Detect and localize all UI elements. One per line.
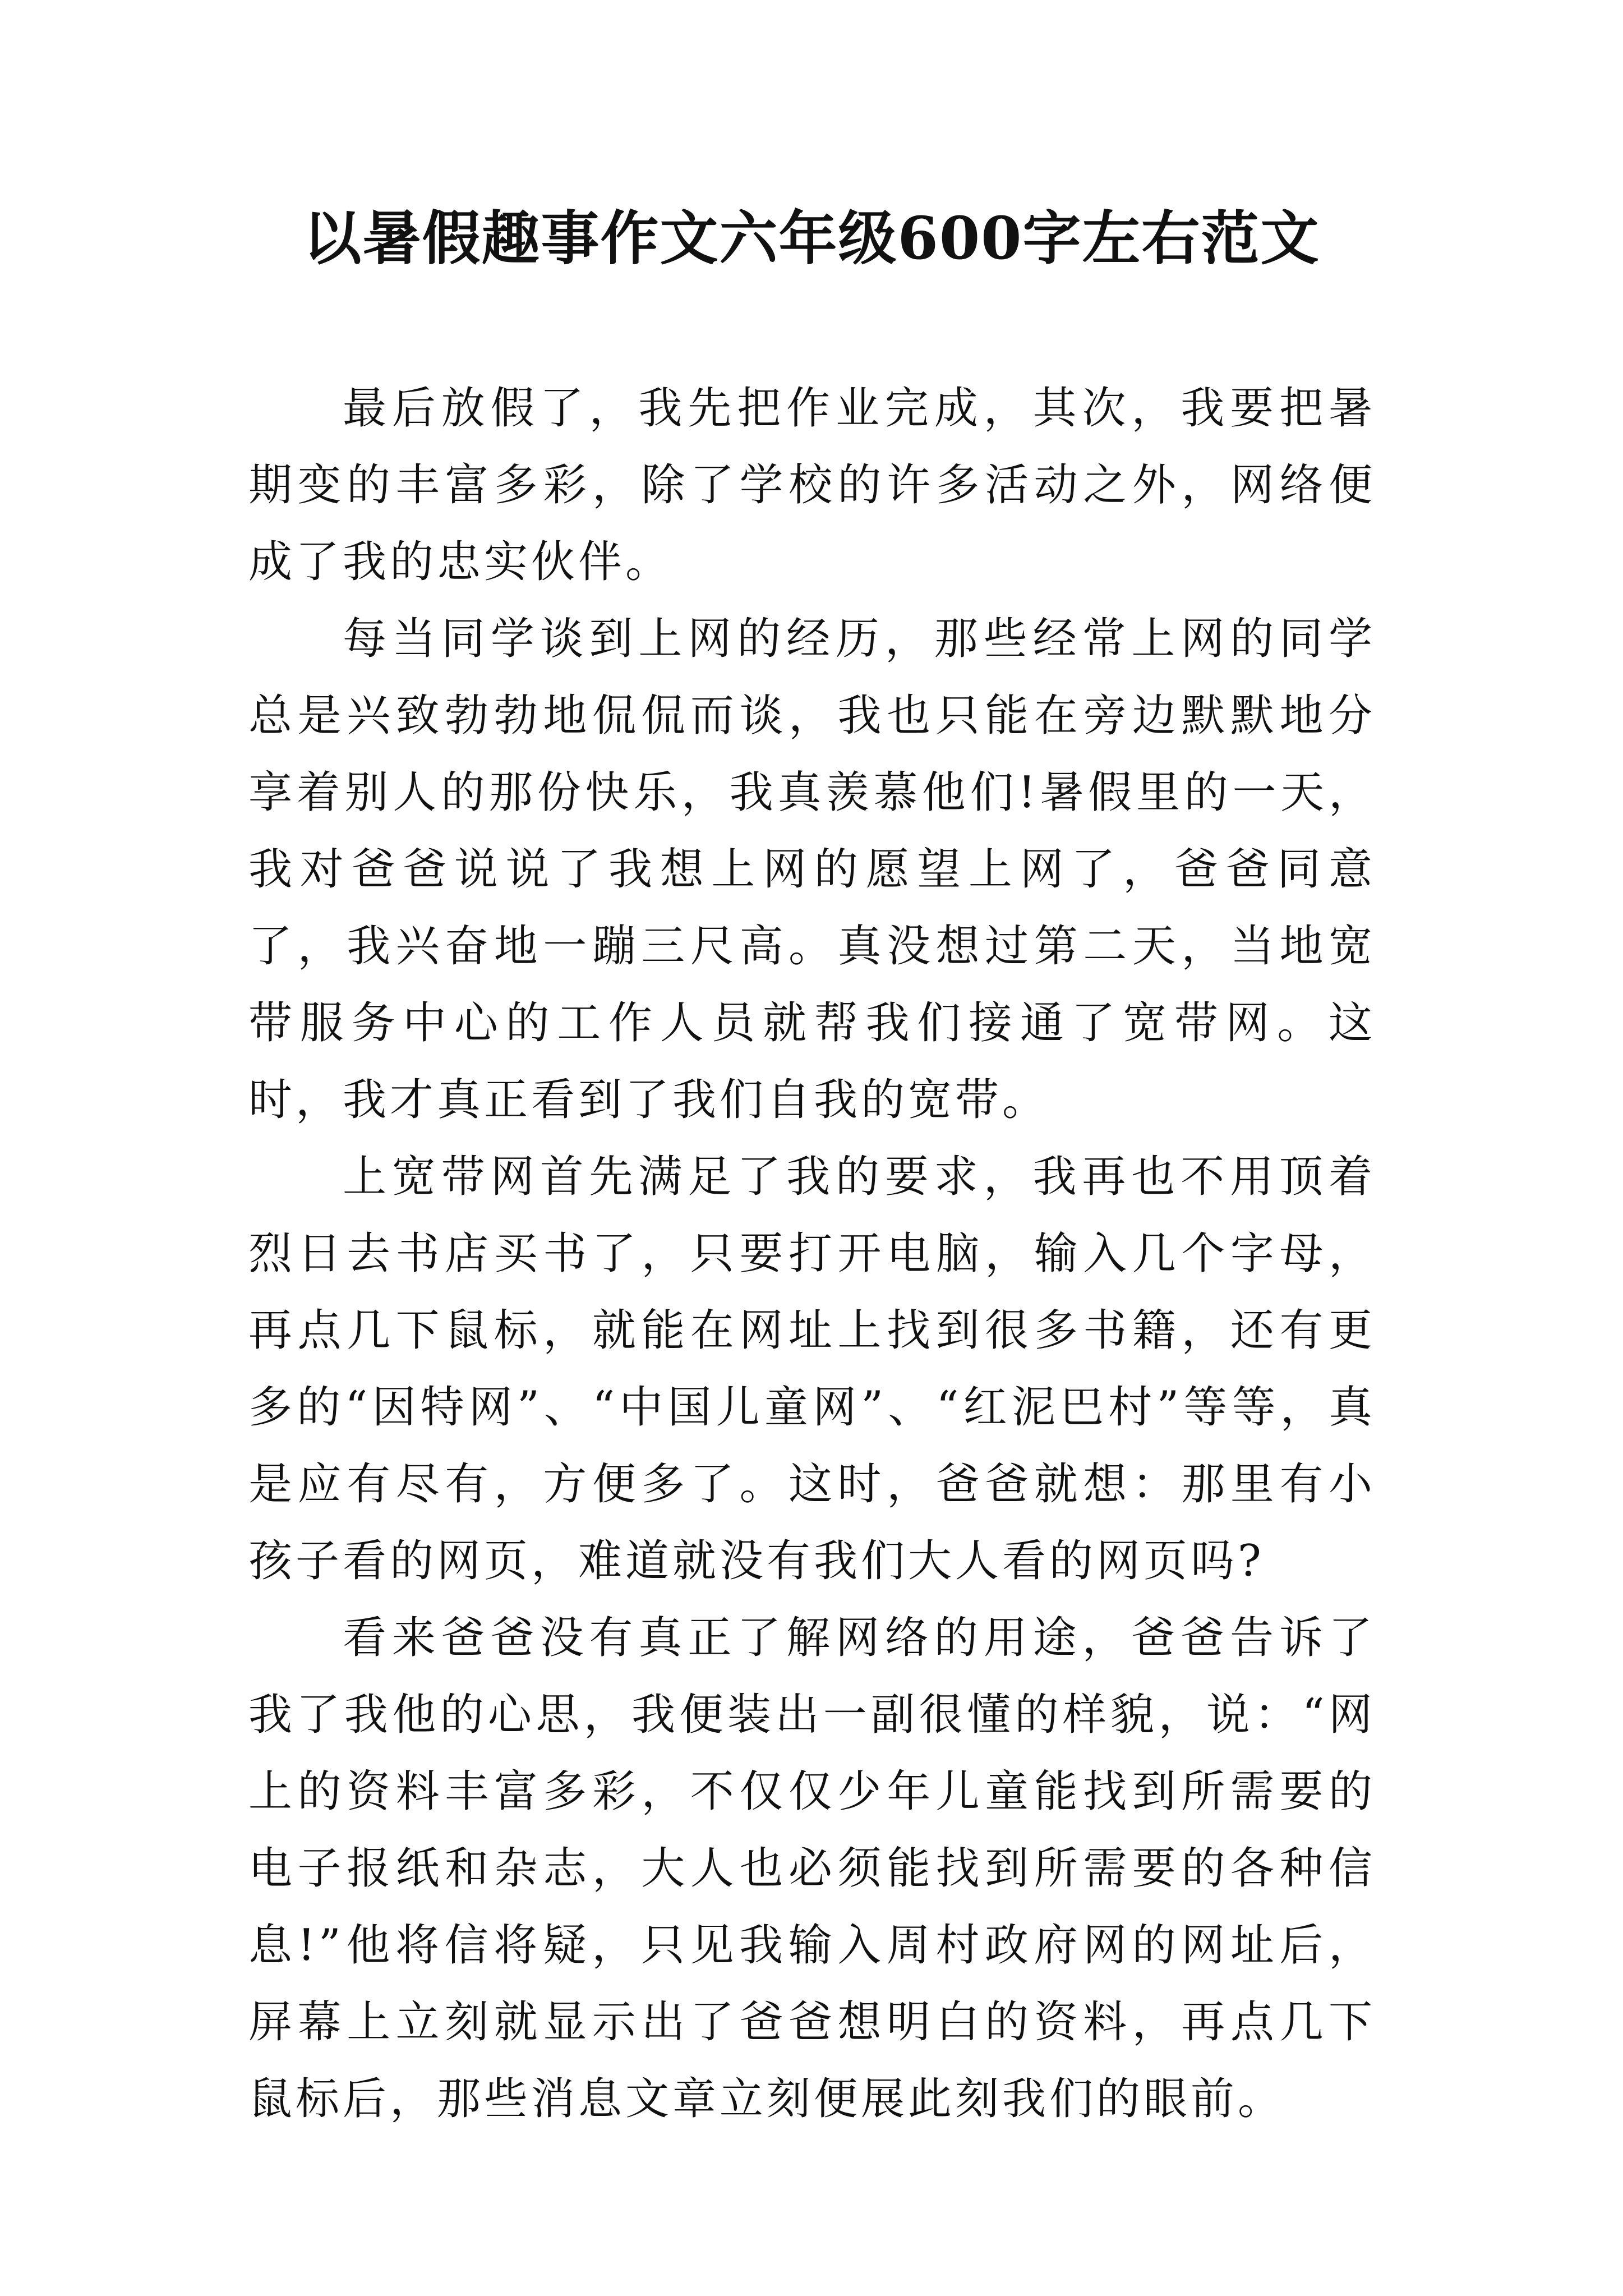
paragraph-1: 最后放假了，我先把作业完成，其次，我要把暑期变的丰富多彩，除了学校的许多活动之外，网络便成了我的忠实伙伴。	[248, 383, 1376, 587]
paragraph-3: 上宽带网首先满足了我的要求，我再也不用顶着烈日去书店买书了，只要打开电脑，输入几个字母，再点几下鼠标，就能在网址上找到很多书籍，还有更多的“因特网”、“中国儿童网”、“红泥巴村”等等，真是应有尽有，方便多了。这时，爸爸就想：那里有小孩子看的网页，难道就没有我们大人看的网页吗?	[248, 1152, 1376, 1586]
document-body	[248, 370, 1376, 2138]
paragraph-2: 每当同学谈到上网的经历，那些经常上网的同学总是兴致勃勃地侃侃而谈，我也只能在旁边默默地分享着别人的那份快乐，我真羡慕他们!暑假里的一天，我对爸爸说说了我想上网的愿望上网了，爸爸同意了，我兴奋地一蹦三尺高。真没想过第二天，当地宽带服务中心的工作人员就帮我们接通了宽带网。这时，我才真正看到了我们自我的宽带。	[248, 614, 1376, 1125]
paragraph-4: 看来爸爸没有真正了解网络的用途，爸爸告诉了我了我他的心思，我便装出一副很懂的样貌，说：“网上的资料丰富多彩，不仅仅少年儿童能找到所需要的电子报纸和杂志，大人也必须能找到所需要的各种信息!”他将信将疑，只见我输入周村政府网的网址后，屏幕上立刻就显示出了爸爸想明白的资料，再点几下鼠标后，那些消息文章立刻便展此刻我们的眼前。	[248, 1613, 1376, 2124]
document-title: 以暑假趣事作文六年级600字左右范文	[303, 204, 1320, 273]
